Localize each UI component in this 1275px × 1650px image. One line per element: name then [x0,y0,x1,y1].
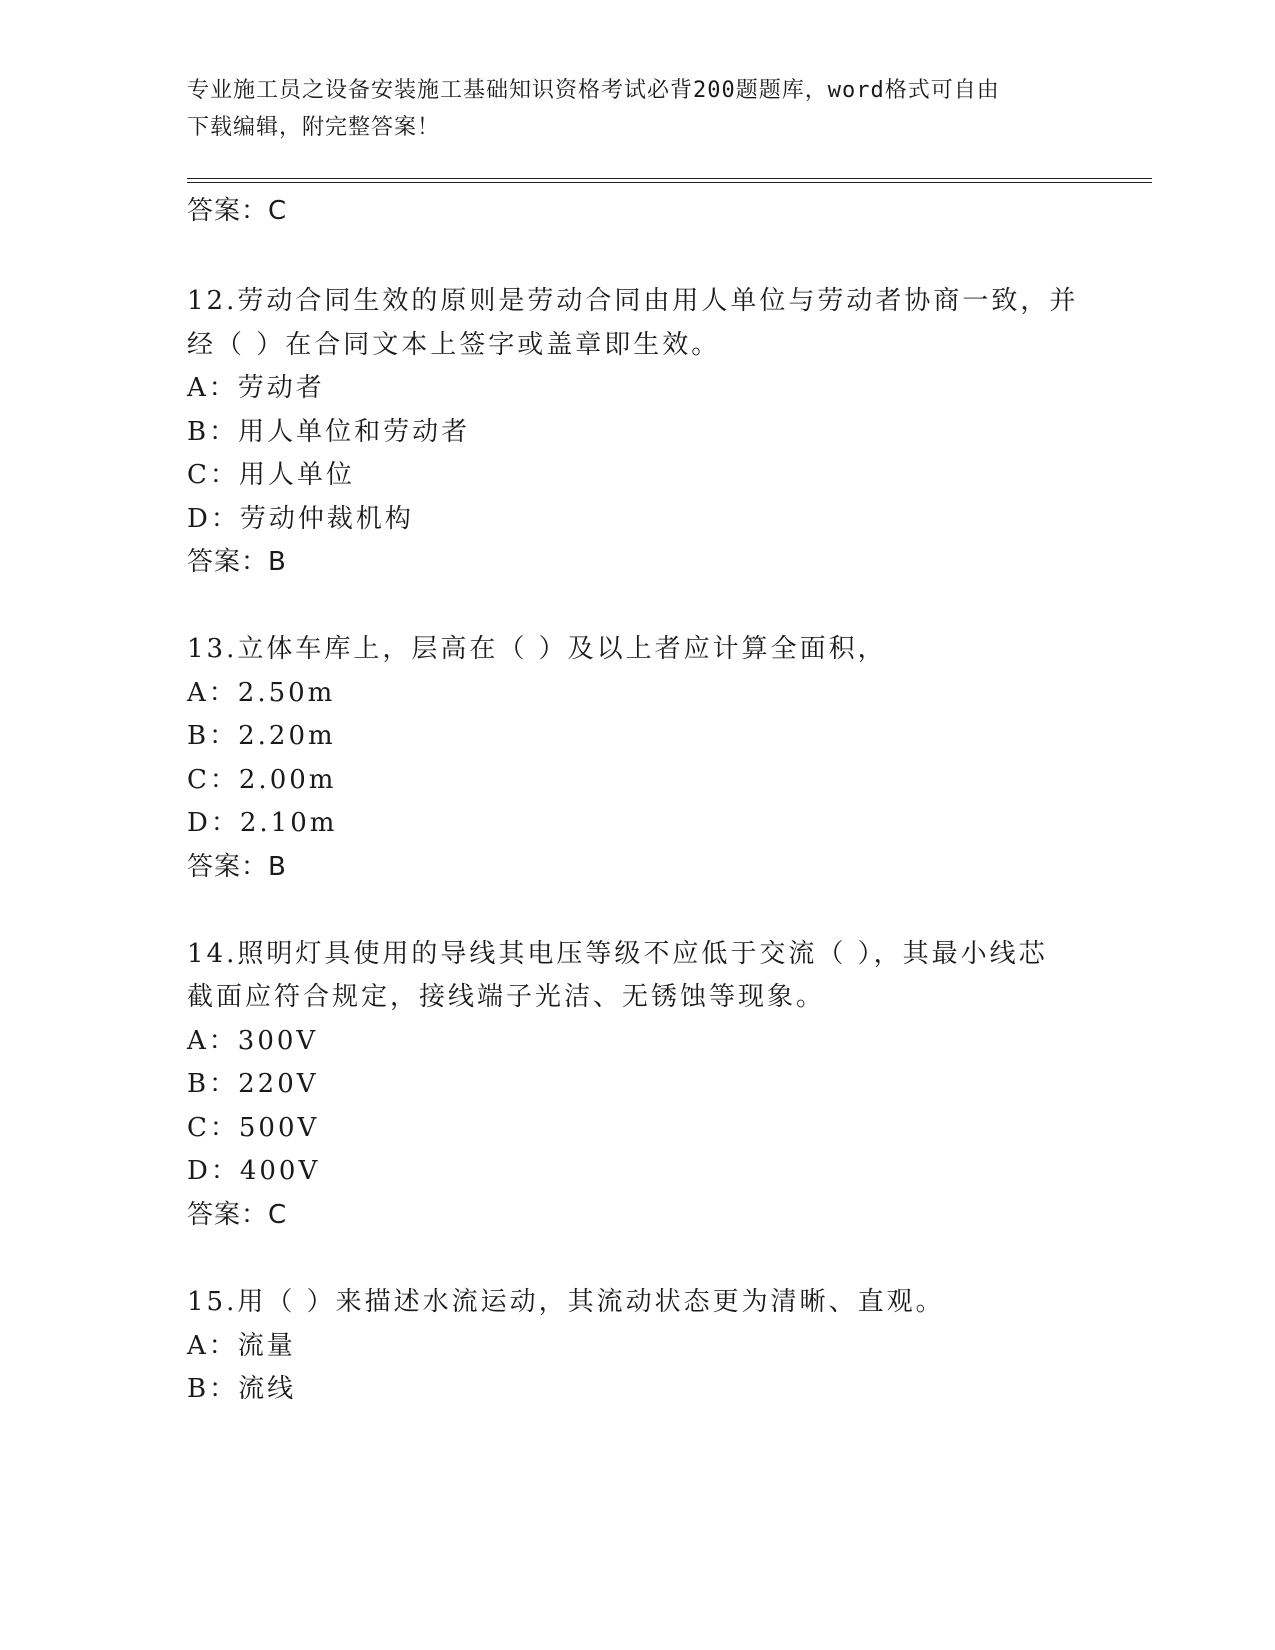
question-14-line-2: 截面应符合规定，接线端子光洁、无锈蚀等现象。 [187,982,826,1012]
question-12-line-2: 经（ ）在合同文本上签字或盖章即生效。 [187,330,721,360]
question-13-option-c: C：2.00m [187,765,337,795]
question-15-option-a: A：流量 [187,1331,296,1361]
question-14-option-b: B：220V [187,1069,319,1099]
question-13-line-1: 13.立体车库上，层高在（ ）及以上者应计算全面积， [187,634,887,664]
question-15-line-1: 15.用（ ）来描述水流运动，其流动状态更为清晰、直观。 [187,1287,945,1317]
header-divider-top [187,178,1152,179]
answer-14: 答案：C [187,1200,288,1230]
answer-12: 答案：B [187,547,287,577]
question-12-option-d: D：劳动仲裁机构 [187,504,414,534]
question-13-option-a: A：2.50m [187,678,336,708]
header-divider-bottom [187,182,1152,183]
question-14-option-c: C：500V [187,1113,320,1143]
header-line-1: 专业施工员之设备安装施工基础知识资格考试必背200题题库，word格式可自由 [187,78,1000,103]
question-12-option-b: B：用人单位和劳动者 [187,417,471,447]
question-12-line-1: 12.劳动合同生效的原则是劳动合同由用人单位与劳动者协商一致，并 [187,286,1079,316]
question-12-option-a: A：劳动者 [187,373,325,403]
document-header [187,72,1087,146]
header-line-2: 下载编辑，附完整答案！ [187,115,441,140]
question-13-option-d: D：2.10m [187,808,338,838]
answer-11: 答案：C [187,196,288,226]
question-14-option-a: A：300V [187,1026,319,1056]
question-15-option-b: B：流线 [187,1374,297,1404]
question-14-option-d: D：400V [187,1156,321,1186]
question-14-line-1: 14.照明灯具使用的导线其电压等级不应低于交流（ ），其最小线芯 [187,939,1048,969]
answer-13: 答案：B [187,852,287,882]
question-13-option-b: B：2.20m [187,721,336,751]
question-12-option-c: C：用人单位 [187,460,355,490]
